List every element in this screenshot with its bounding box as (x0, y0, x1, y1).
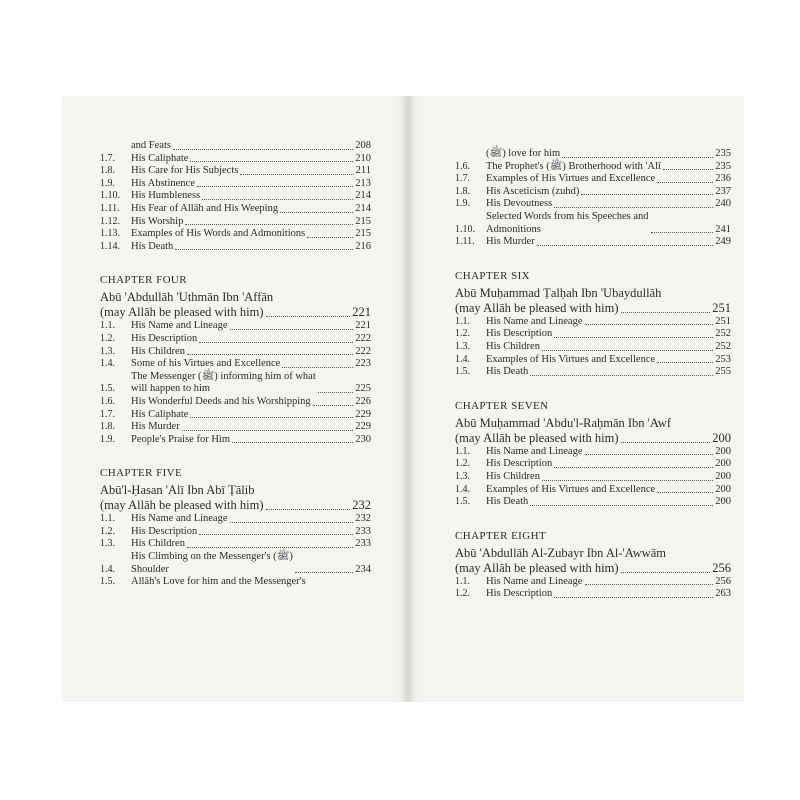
entry-number: 1.1. (455, 315, 470, 327)
page-number: 232 (355, 513, 371, 525)
entry-text-wrap (131, 203, 355, 216)
entry-title: His Death (486, 496, 529, 508)
entry-title: His Asceticism (zuhd) (486, 185, 580, 197)
dot-leader (554, 337, 713, 338)
toc-entry (455, 484, 731, 497)
entry-text-wrap (131, 178, 355, 191)
entry-title: His Name and Lineage (486, 445, 583, 457)
toc-entry (100, 526, 371, 539)
entry-title: His Name and Lineage (131, 320, 228, 332)
entry-text-wrap (131, 409, 355, 422)
toc-entry (100, 409, 371, 422)
toc-entry (455, 316, 731, 329)
entry-title: His Caliphate (131, 152, 189, 164)
entry-title: His Worship (131, 215, 184, 227)
dot-leader (621, 442, 711, 443)
chapter-title: Abū 'Abdullāh Al-Zubayr Ibn Al-'Awwām (455, 545, 666, 560)
dot-leader (651, 232, 714, 233)
entry-number: 1.4. (455, 483, 470, 495)
entry-number: 1.9. (455, 198, 470, 210)
entry-text-wrap (131, 190, 355, 203)
toc-entry (455, 446, 731, 459)
entry-title: His Name and Lineage (131, 513, 228, 525)
entry-number: 1.6. (100, 395, 115, 407)
entry-title: (ﷺ) love for him (486, 148, 561, 159)
entry-number: 1.2. (455, 328, 470, 340)
page-number: 214 (355, 202, 371, 214)
page-number: 255 (715, 366, 731, 378)
page-number: 229 (355, 408, 371, 420)
left-page (62, 96, 407, 702)
entry-text-wrap (455, 561, 712, 576)
toc-entry (100, 241, 371, 254)
page-number: 234 (355, 563, 371, 575)
toc-entry (100, 153, 371, 166)
dot-leader (266, 509, 351, 510)
toc-entry (100, 513, 371, 526)
entry-text-wrap (486, 328, 715, 341)
toc-entry (455, 173, 731, 186)
dot-leader (173, 149, 353, 150)
toc-entry (100, 140, 371, 153)
entry-text-wrap (131, 358, 355, 371)
chapter-title: Abū 'Abdullāh 'Uthmān Ibn 'Affān (100, 290, 274, 305)
dot-leader (232, 442, 353, 443)
page-number: 253 (715, 353, 731, 365)
entry-title: Examples of His Virtues and Excellence (486, 483, 656, 495)
page-number: 214 (355, 190, 371, 202)
entry-number: 1.2. (100, 525, 115, 537)
toc-entry (455, 496, 731, 509)
continued-entries (100, 140, 371, 253)
page-number: 210 (355, 152, 371, 164)
page-number: 200 (715, 483, 731, 495)
dot-leader (313, 405, 354, 406)
entry-number: 1.5. (455, 366, 470, 378)
entry-title: His Murder (131, 421, 180, 433)
entry-text-wrap (131, 551, 355, 576)
page-number: 240 (715, 198, 731, 210)
toc-entry (100, 190, 371, 203)
dot-leader (530, 375, 713, 376)
entry-title: His Care for His Subjects (131, 165, 239, 177)
toc-entry (100, 346, 371, 359)
dot-leader (202, 199, 353, 200)
entry-number: 1.7. (100, 408, 115, 420)
entry-text-wrap (486, 354, 715, 367)
entry-title: His Murder (486, 236, 535, 248)
toc-entry (100, 358, 371, 371)
dot-leader (307, 237, 353, 238)
entry-text-wrap (100, 498, 352, 513)
page-number: 226 (355, 395, 371, 407)
entry-title: His Wonderful Deeds and his Worshipping (131, 395, 311, 407)
page-number: 200 (715, 496, 731, 508)
chapter-label: CHAPTER FOUR (100, 274, 188, 287)
chapter-subtitle (455, 301, 731, 316)
entry-text-wrap (486, 161, 715, 174)
page-number: 216 (355, 240, 371, 252)
entry-text-wrap (486, 236, 715, 249)
entry-title: (may Allāh be pleased with him) (100, 305, 264, 320)
toc-entry (455, 458, 731, 471)
entry-number: 1.5. (100, 576, 115, 588)
entry-text-wrap (131, 421, 355, 434)
entry-text-wrap (486, 198, 715, 211)
dot-leader (530, 505, 713, 506)
entry-number: 1.3. (455, 340, 470, 352)
toc-entry (100, 421, 371, 434)
entry-title: His Caliphate (131, 408, 189, 420)
entry-title: His Humbleness (131, 190, 201, 202)
dot-leader (266, 316, 351, 317)
dot-leader (542, 350, 713, 351)
toc-entry (455, 236, 731, 249)
entry-title: People's Praise for Him (131, 433, 231, 445)
toc-entry (100, 228, 371, 241)
entry-text-wrap (100, 305, 352, 320)
entry-text-wrap (486, 211, 715, 236)
entry-number: 1.2. (100, 332, 115, 344)
page-number: 235 (715, 160, 731, 172)
entry-text-wrap (486, 446, 715, 459)
entry-text-wrap (131, 346, 355, 359)
toc-entry (455, 471, 731, 484)
entry-number: 1.9. (100, 433, 115, 445)
entry-text-wrap (486, 588, 715, 601)
dot-leader (199, 342, 353, 343)
entry-text-wrap (486, 341, 715, 354)
entry-number: 1.5. (100, 383, 115, 395)
entry-text-wrap (486, 186, 715, 199)
entry-text-wrap (486, 316, 715, 329)
toc-entry (455, 186, 731, 199)
entry-title: His Devoutness (486, 198, 553, 210)
toc-entry (455, 366, 731, 379)
entry-number (455, 148, 486, 161)
page-number: 225 (355, 383, 371, 395)
toc-entry (455, 576, 731, 589)
entry-number: 1.1. (100, 320, 115, 332)
entry-number: 1.9. (100, 177, 115, 189)
dot-leader (663, 169, 713, 170)
entry-text-wrap (131, 513, 355, 526)
entry-text-wrap (131, 396, 355, 409)
entry-title: (may Allāh be pleased with him) (455, 560, 619, 575)
dot-leader (562, 157, 713, 158)
chapter-subtitle (100, 498, 371, 513)
entry-number: 1.3. (455, 470, 470, 482)
entry-title: His Description (486, 458, 553, 470)
page-number: 213 (355, 177, 371, 189)
entry-title: Examples of His Virtues and Excellence (486, 173, 656, 185)
dot-leader (657, 492, 713, 493)
dot-leader (537, 245, 714, 246)
entry-text-wrap (131, 140, 355, 153)
dot-leader (657, 182, 713, 183)
toc-entry (455, 148, 731, 161)
page-number: 215 (355, 215, 371, 227)
toc-entry (455, 161, 731, 174)
entry-title: His Name and Lineage (486, 575, 583, 587)
chapter-title: Abū'l-Ḥasan 'Alī Ibn Abī Ṭālib (100, 483, 255, 498)
toc-entry (455, 198, 731, 211)
entry-number: 1.4. (100, 358, 115, 370)
toc-entry (100, 396, 371, 409)
toc-entry (100, 434, 371, 447)
entry-text-wrap (486, 173, 715, 186)
entry-text-wrap (131, 241, 355, 254)
dot-leader (657, 362, 713, 363)
entry-text-wrap (486, 484, 715, 497)
entry-text-wrap (486, 148, 715, 161)
right-page (409, 96, 744, 702)
toc-entry (100, 178, 371, 191)
page-number: 200 (715, 470, 731, 482)
page-number: 241 (715, 223, 731, 235)
chapter-subtitle (100, 305, 371, 320)
entry-title: His Name and Lineage (486, 315, 583, 327)
dot-leader (199, 534, 353, 535)
toc-entry (100, 538, 371, 551)
chapter-section (455, 269, 731, 379)
dot-leader (318, 392, 354, 393)
entry-title: His Climbing on the Messenger's (ﷺ) Shoulder (131, 551, 293, 575)
page-number: 211 (355, 165, 371, 177)
page-number: 221 (355, 320, 371, 332)
entry-text-wrap (486, 496, 715, 509)
entry-title: His Death (131, 240, 174, 252)
chapter-section (100, 466, 371, 589)
entry-text-wrap (455, 301, 712, 316)
entry-number: 1.1. (455, 445, 470, 457)
page-number: 249 (715, 236, 731, 248)
entry-number: 1.8. (100, 421, 115, 433)
entry-number: 1.13. (100, 228, 120, 240)
page-number: 230 (355, 433, 371, 445)
entry-number: 1.5. (455, 496, 470, 508)
entry-number: 1.2. (455, 588, 470, 600)
toc-entry (100, 551, 371, 576)
entry-number: 1.12. (100, 215, 120, 227)
page-number: 256 (712, 560, 731, 575)
entry-title: His Death (486, 366, 529, 378)
entry-number (100, 140, 131, 153)
dot-leader (240, 174, 353, 175)
dot-leader (554, 467, 713, 468)
entry-number: 1.8. (100, 165, 115, 177)
entry-number: 1.8. (455, 185, 470, 197)
entry-number: 1.7. (100, 152, 115, 164)
page-number: 215 (355, 228, 371, 240)
page-number: 208 (355, 140, 371, 151)
entry-number: 1.1. (100, 513, 115, 525)
dot-leader (554, 597, 713, 598)
entry-title: (may Allāh be pleased with him) (455, 430, 619, 445)
dot-leader (187, 354, 353, 355)
entry-text-wrap (131, 371, 355, 396)
left-page-contents (100, 140, 371, 609)
entry-title: Examples of His Words and Admonitions (131, 228, 306, 240)
entry-number: 1.3. (100, 538, 115, 550)
entry-text-wrap (486, 366, 715, 379)
chapter-title: Abū Muḥammad Ṭalḥah Ibn 'Ubaydullāh (455, 285, 662, 300)
entry-text-wrap (455, 431, 712, 446)
entry-text-wrap (131, 576, 371, 589)
dot-leader (282, 367, 353, 368)
entry-title: The Messenger (ﷺ) informing him of what will happen to him (131, 370, 316, 395)
page-number: 221 (352, 305, 371, 320)
toc-entry (100, 165, 371, 178)
entry-title: His Children (131, 538, 185, 550)
dot-leader (621, 572, 711, 573)
entry-text-wrap (131, 228, 355, 241)
chapter-section (455, 399, 731, 509)
entry-text-wrap (131, 153, 355, 166)
entry-title: (may Allāh be pleased with him) (100, 498, 264, 513)
entry-text-wrap (131, 333, 355, 346)
entry-text-wrap (486, 458, 715, 471)
chapter-section (100, 273, 371, 446)
toc-entry (100, 333, 371, 346)
chapter-title: Abū Muḥammad 'Abdu'l-Raḥmān Ibn 'Awf (455, 415, 671, 430)
dot-leader (295, 572, 353, 573)
entry-number: 1.10. (455, 223, 475, 235)
entry-title: and Feats (131, 140, 171, 151)
entry-title: Some of his Virtues and Excellence (131, 358, 281, 370)
page-number: 252 (715, 340, 731, 352)
dot-leader (190, 161, 353, 162)
dot-leader (542, 480, 713, 481)
entry-title: His Children (486, 470, 540, 482)
page-number: 222 (355, 345, 371, 357)
toc-entry (455, 211, 731, 236)
entry-title: His Description (131, 332, 198, 344)
dot-leader (585, 454, 714, 455)
entry-title: Selected Words from his Speeches and Admonitions (486, 210, 649, 235)
page-number: 256 (715, 575, 731, 587)
page-number: 235 (715, 148, 731, 159)
page-number: 229 (355, 421, 371, 433)
dot-leader (585, 584, 714, 585)
entry-text-wrap (131, 538, 355, 551)
entry-text-wrap (131, 165, 356, 178)
page-number: 237 (715, 185, 731, 197)
entry-number: 1.11. (100, 202, 120, 214)
chapter-label: CHAPTER EIGHT (455, 529, 547, 542)
chapter-section (455, 529, 731, 601)
dot-leader (187, 547, 353, 548)
entry-title: Allāh's Love for him and the Messenger's (131, 576, 306, 588)
chapter-subtitle (455, 561, 731, 576)
dot-leader (554, 207, 713, 208)
entry-number: 1.1. (455, 575, 470, 587)
entry-title: His Description (486, 588, 553, 600)
toc-entry (100, 203, 371, 216)
entry-number: 1.7. (455, 173, 470, 185)
entry-number: 1.6. (455, 160, 470, 172)
chapter-label: CHAPTER SEVEN (455, 399, 549, 412)
page-number: 223 (355, 358, 371, 370)
page-number: 200 (715, 445, 731, 457)
dot-leader (280, 212, 353, 213)
entry-number: 1.3. (100, 345, 115, 357)
entry-number: 1.10. (100, 190, 120, 202)
entry-number: 1.4. (455, 353, 470, 365)
page-number: 232 (352, 498, 371, 513)
page-number: 200 (715, 458, 731, 470)
dot-leader (182, 430, 354, 431)
entry-text-wrap (131, 320, 355, 333)
page-number: 263 (715, 588, 731, 600)
dot-leader (185, 224, 353, 225)
dot-leader (230, 522, 354, 523)
entry-title: The Prophet's (ﷺ) Brotherhood with 'Alī (486, 160, 661, 172)
page-number: 251 (712, 300, 731, 315)
toc-entry (100, 216, 371, 229)
chapter-subtitle (455, 431, 731, 446)
dot-leader (585, 324, 714, 325)
chapter-label: CHAPTER FIVE (100, 467, 183, 480)
entry-title: His Abstinence (131, 177, 195, 189)
entry-number: 1.2. (455, 458, 470, 470)
page-number: 233 (355, 538, 371, 550)
entry-text-wrap (486, 471, 715, 484)
entry-text-wrap (486, 576, 715, 589)
right-page-contents (455, 148, 731, 621)
entry-number: 1.14. (100, 240, 120, 252)
entry-number: 1.11. (455, 236, 475, 248)
toc-entry (100, 320, 371, 333)
entry-title: His Description (131, 525, 198, 537)
toc-entry (455, 588, 731, 601)
entry-title: (may Allāh be pleased with him) (455, 300, 619, 315)
page-number: 252 (715, 328, 731, 340)
dot-leader (621, 312, 711, 313)
toc-entry (100, 576, 371, 589)
toc-entry (455, 341, 731, 354)
page-number: 251 (715, 315, 731, 327)
entry-text-wrap (131, 216, 355, 229)
chapter-label: CHAPTER SIX (455, 269, 530, 282)
toc-entry (100, 371, 371, 396)
page-number: 236 (715, 173, 731, 185)
entry-text-wrap (131, 434, 355, 447)
entry-title: His Description (486, 328, 553, 340)
dot-leader (190, 417, 353, 418)
page-number: 200 (712, 430, 731, 445)
toc-entry (455, 354, 731, 367)
entry-title: His Fear of Allāh and His Weeping (131, 202, 279, 214)
continued-entries (455, 148, 731, 249)
entry-title: Examples of His Virtues and Excellence (486, 353, 656, 365)
entry-title: His Children (131, 345, 185, 357)
dot-leader (581, 194, 713, 195)
entry-number: 1.4. (100, 563, 115, 575)
entry-text-wrap (131, 526, 355, 539)
dot-leader (197, 186, 353, 187)
dot-leader (175, 249, 353, 250)
toc-entry (455, 328, 731, 341)
dot-leader (230, 329, 354, 330)
page-number: 222 (355, 332, 371, 344)
page-number: 233 (355, 525, 371, 537)
entry-title: His Children (486, 340, 540, 352)
